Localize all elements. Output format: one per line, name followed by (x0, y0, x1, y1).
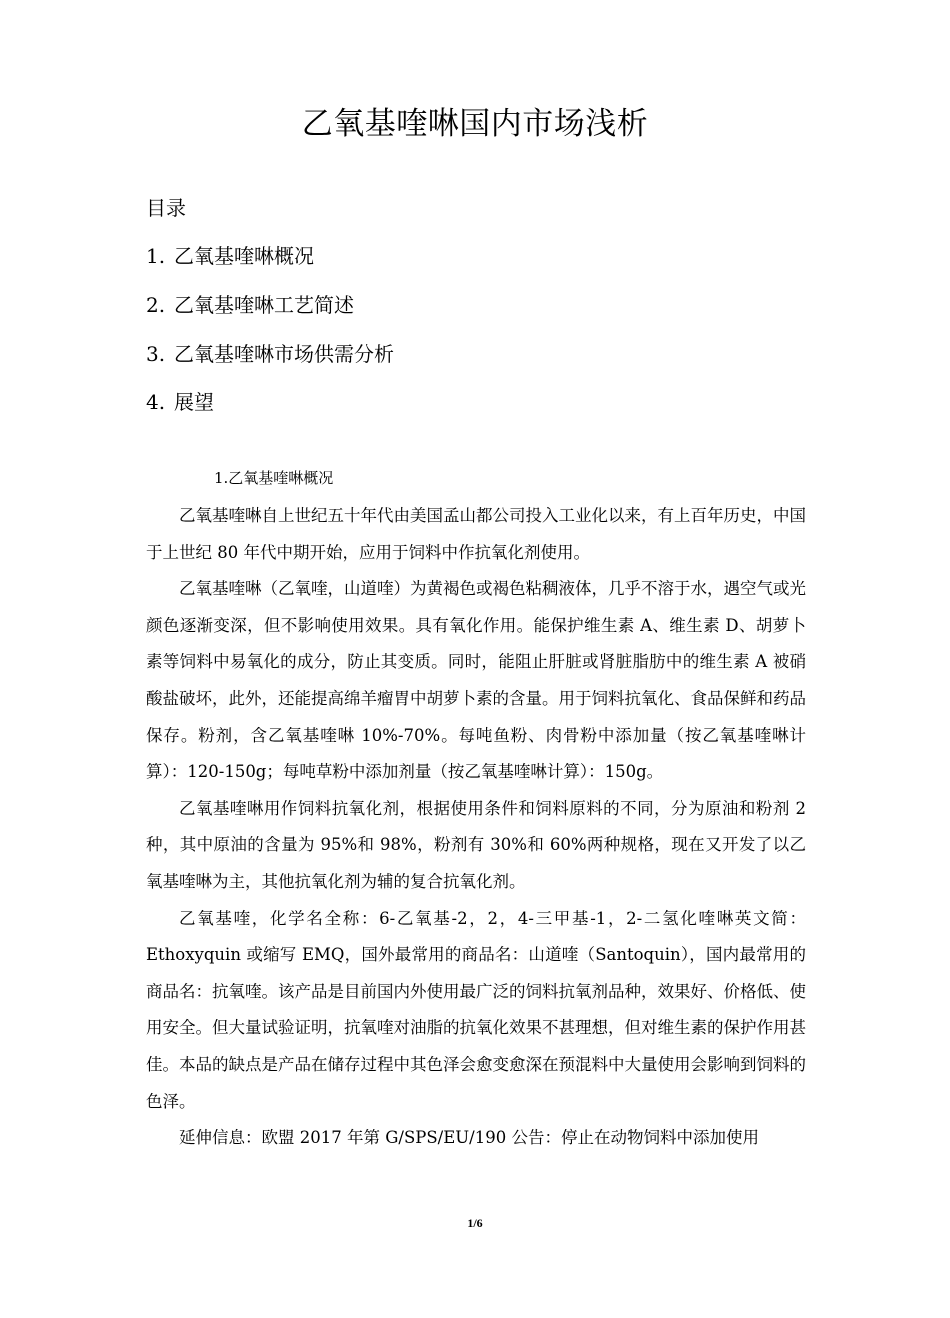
toc-item (146, 289, 354, 318)
toc-item-label: 乙氧基喹啉概况 (174, 244, 314, 268)
section-body (146, 498, 806, 1157)
toc-item-label: 乙氧基喹啉工艺简述 (174, 293, 354, 317)
paragraph: 乙氧基喹，化学名全称：6-乙氧基-2，2，4-三甲基-1，2-二氢化喹啉英文简：Ethoxyquin 或缩写 EMQ，国外最常用的商品名：山道喹（Santoquin），国内最常用的商品名：抗氧喹。该产品是目前国内外使用最广泛的饲料抗氧剂品种，效果好、价格低、使用安全。但大量试验证明，抗氧喹对油脂的抗氧化效果不甚理想，但对维生素的保护作用甚佳。本品的缺点是产品在储存过程中其色泽会愈变愈深在预混料中大量使用会影响到饲料的色泽。 (146, 908, 806, 1111)
toc-heading: 目录 (146, 196, 186, 220)
toc-item-label: 乙氧基喹啉市场供需分析 (174, 342, 394, 366)
toc-item (146, 338, 394, 367)
page-number: 1/6 (467, 1216, 483, 1230)
toc-item-number: 3. (146, 342, 166, 366)
toc-item (146, 240, 314, 269)
paragraph: 延伸信息：欧盟 2017 年第 G/SPS/EU/190 公告：停止在动物饲料中添加使用 (179, 1128, 759, 1148)
toc-item-number: 1. (146, 244, 166, 268)
toc-item-number: 2. (146, 293, 166, 317)
toc-item-label: 展望 (174, 390, 214, 414)
section-heading: 1.乙氧基喹啉概况 (214, 469, 334, 487)
paragraph: 乙氧基喹啉自上世纪五十年代由美国孟山都公司投入工业化以来，有上百年历史，中国于上世纪 80 年代中期开始，应用于饲料中作抗氧化剂使用。 (146, 506, 806, 562)
document-title: 乙氧基喹啉国内市场浅析 (301, 106, 649, 142)
toc-item-number: 4. (146, 390, 166, 414)
paragraph: 乙氧基喹啉（乙氧喹，山道喹）为黄褐色或褐色粘稠液体，几乎不溶于水，遇空气或光颜色逐渐变深，但不影响使用效果。具有氧化作用。能保护维生素 A、维生素 D、胡萝卜素等饲料中易氧化的成分，防止其变质。同时，能阻止肝脏或肾脏脂肪中的维生素 A 被硝酸盐破坏，此外，还能提高绵羊瘤胃中胡萝卜素的含量。用于饲料抗氧化、食品保鲜和药品保存。粉剂，含乙氧基喹啉 10%-70%。每吨鱼粉、肉骨粉中添加量（按乙氧基喹啉计算）：120-150g；每吨草粉中添加剂量（按乙氧基喹啉计算）：150g。 (146, 579, 806, 782)
toc-item (146, 386, 214, 415)
paragraph: 乙氧基喹啉用作饲料抗氧化剂，根据使用条件和饲料原料的不同，分为原油和粉剂 2 种，其中原油的含量为 95%和 98%，粉剂有 30%和 60%两种规格，现在又开发了以乙氧基喹啉为主，其他抗氧化剂为辅的复合抗氧化剂。 (146, 798, 806, 891)
